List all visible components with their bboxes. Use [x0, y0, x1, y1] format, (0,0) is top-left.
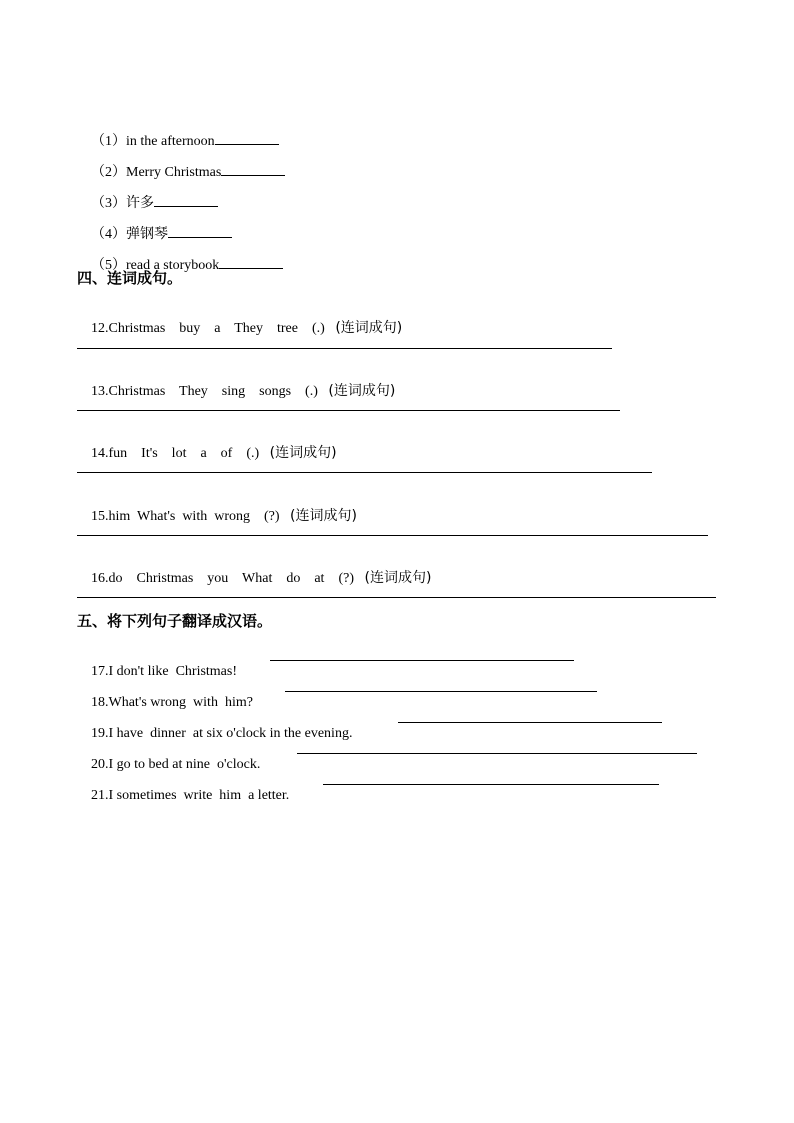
question-text: 16.do Christmas you What do at (?): [91, 571, 365, 586]
question-hint: (连词成句): [269, 445, 337, 461]
answer-line[interactable]: [323, 784, 659, 785]
vocab-number: （5）: [91, 258, 126, 273]
answer-line[interactable]: [77, 472, 652, 473]
question-text: 18.What's wrong with him?: [91, 695, 253, 710]
question-text: 13.Christmas They sing songs (.): [91, 384, 329, 399]
question-text: 19.I have dinner at six o'clock in the evening.: [91, 726, 353, 741]
question-text: 17.I don't like Christmas!: [91, 664, 238, 679]
answer-line[interactable]: [77, 535, 708, 536]
question-hint: (连词成句): [290, 508, 357, 524]
question-text: 20.I go to bed at nine o'clock.: [91, 757, 261, 772]
answer-line[interactable]: [77, 348, 612, 349]
section-heading: 四、连词成句。: [77, 269, 183, 287]
question-hint: (连词成句): [335, 320, 403, 336]
question-text: 15.him What's with wrong (?): [91, 509, 291, 524]
vocab-text: 弹钢琴: [126, 226, 168, 242]
vocab-text: read a storybook: [126, 258, 220, 273]
question-text: 12.Christmas buy a They tree (.): [91, 321, 336, 336]
question-text: 21.I sometimes write him a letter.: [91, 788, 290, 803]
answer-line[interactable]: [285, 691, 597, 692]
section-heading: 五、将下列句子翻译成汉语。: [77, 612, 273, 630]
vocab-text: 许多: [126, 195, 154, 211]
answer-blank[interactable]: [221, 163, 285, 176]
answer-line[interactable]: [77, 410, 620, 411]
vocab-text: in the afternoon: [126, 134, 215, 149]
vocab-number: （1）: [91, 134, 126, 149]
answer-blank[interactable]: [215, 132, 279, 145]
answer-line[interactable]: [398, 722, 662, 723]
answer-blank[interactable]: [168, 225, 232, 238]
vocab-number: （3）: [91, 196, 126, 211]
answer-blank[interactable]: [219, 256, 283, 269]
question-hint: (连词成句): [328, 383, 396, 399]
answer-line[interactable]: [297, 753, 697, 754]
question-21: [77, 769, 289, 823]
vocab-text: Merry Christmas: [126, 165, 222, 180]
question-text: 14.fun It's lot a of (.): [91, 446, 270, 461]
vocab-number: （4）: [91, 227, 126, 242]
vocab-number: （2）: [91, 165, 126, 180]
answer-blank[interactable]: [154, 194, 218, 207]
answer-line[interactable]: [77, 597, 716, 598]
answer-line[interactable]: [270, 660, 574, 661]
question-hint: (连词成句): [364, 570, 432, 586]
